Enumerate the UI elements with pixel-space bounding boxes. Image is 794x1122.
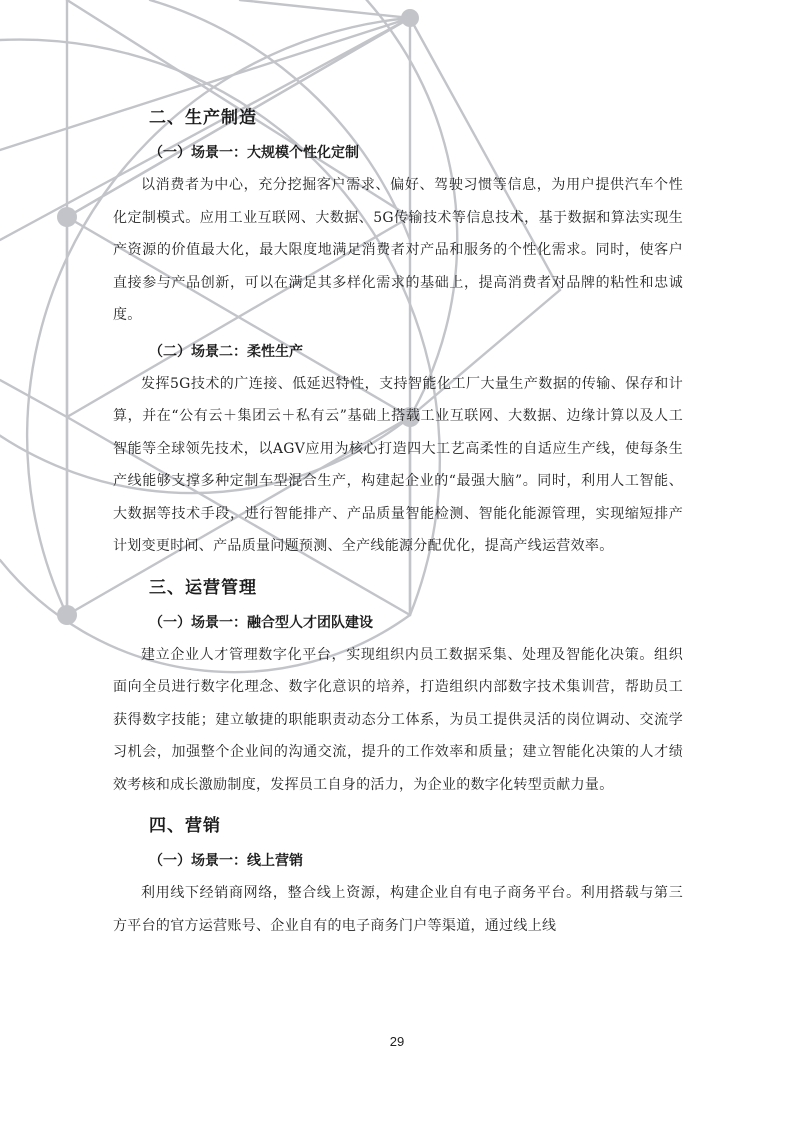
section-heading-production: 二、生产制造 xyxy=(149,108,257,128)
subsection-heading-mass-customization: （一）场景一：大规模个性化定制 xyxy=(149,145,359,161)
section-heading-operations: 三、运营管理 xyxy=(149,577,257,598)
paragraph-mass-customization: 以消费者为中心，充分挖掘客户需求、偏好、驾驶习惯等信息，为用户提供汽车个性化定制模式。应用工业互联网、大数据、5G传输技术等信息技术，基于数据和算法实现生产资源的价值最大化，最大限度地满足消费者对产品和服务的个性化需求。同时，使客户直接参与产品创新，可以在满足其多样化需求的基础上，提高消费者对品牌的粘性和忠诚度。 xyxy=(113,177,683,323)
geometry-node xyxy=(57,207,77,227)
subsection-heading-online-marketing: （一）场景一：线上营销 xyxy=(149,853,303,869)
page-number: 29 xyxy=(389,1034,405,1049)
subsection-heading-talent-team: （一）场景一：融合型人才团队建设 xyxy=(149,614,373,631)
page-body xyxy=(113,103,683,942)
subsection-heading-flexible-production: （二）场景二：柔性生产 xyxy=(149,343,303,360)
geometry-node xyxy=(401,9,419,27)
paragraph-online-marketing: 利用线下经销商网络，整合线上资源，构建企业自有电子商务平台。利用搭载与第三方平台的官方运营账号、企业自有的电子商务门户等渠道，通过线上线 xyxy=(113,885,683,934)
paragraph-talent-team: 建立企业人才管理数字化平台，实现组织内员工数据采集、处理及智能化决策。组织面向全员进行数字化理念、数字化意识的培养，打造组织内部数字技术集训营，帮助员工获得数字技能；建立敏捷的职能职责动态分工体系，为员工提供灵活的岗位调动、交流学习机会，加强整个企业间的沟通交流，提升的工作效率和质量；建立智能化决策的人才绩效考核和成长激励制度，发挥员工自身的活力，为企业的数字化转型贡献力量。 xyxy=(113,646,683,793)
paragraph-flexible-production: 发挥5G技术的广连接、低延迟特性，支持智能化工厂大量生产数据的传输、保存和计算，并在“公有云＋集团云＋私有云”基础上搭载工业互联网、大数据、边缘计算以及人工智能等全球领先技术，以AGV应用为核心打造四大工艺高柔性的自适应生产线，使每条生产线能够支撑多种定制车型混合生产，构建起企业的“最强大脑”。同时，利用人工智能、大数据等技术手段，进行智能排产、产品质量智能检测、智能化能源管理，实现缩短排产计划变更时间、产品质量问题预测、全产线能源分配优化，提高产线运营效率。 xyxy=(113,375,683,554)
geometry-node xyxy=(57,605,77,625)
section-heading-marketing: 四、营销 xyxy=(149,816,221,836)
